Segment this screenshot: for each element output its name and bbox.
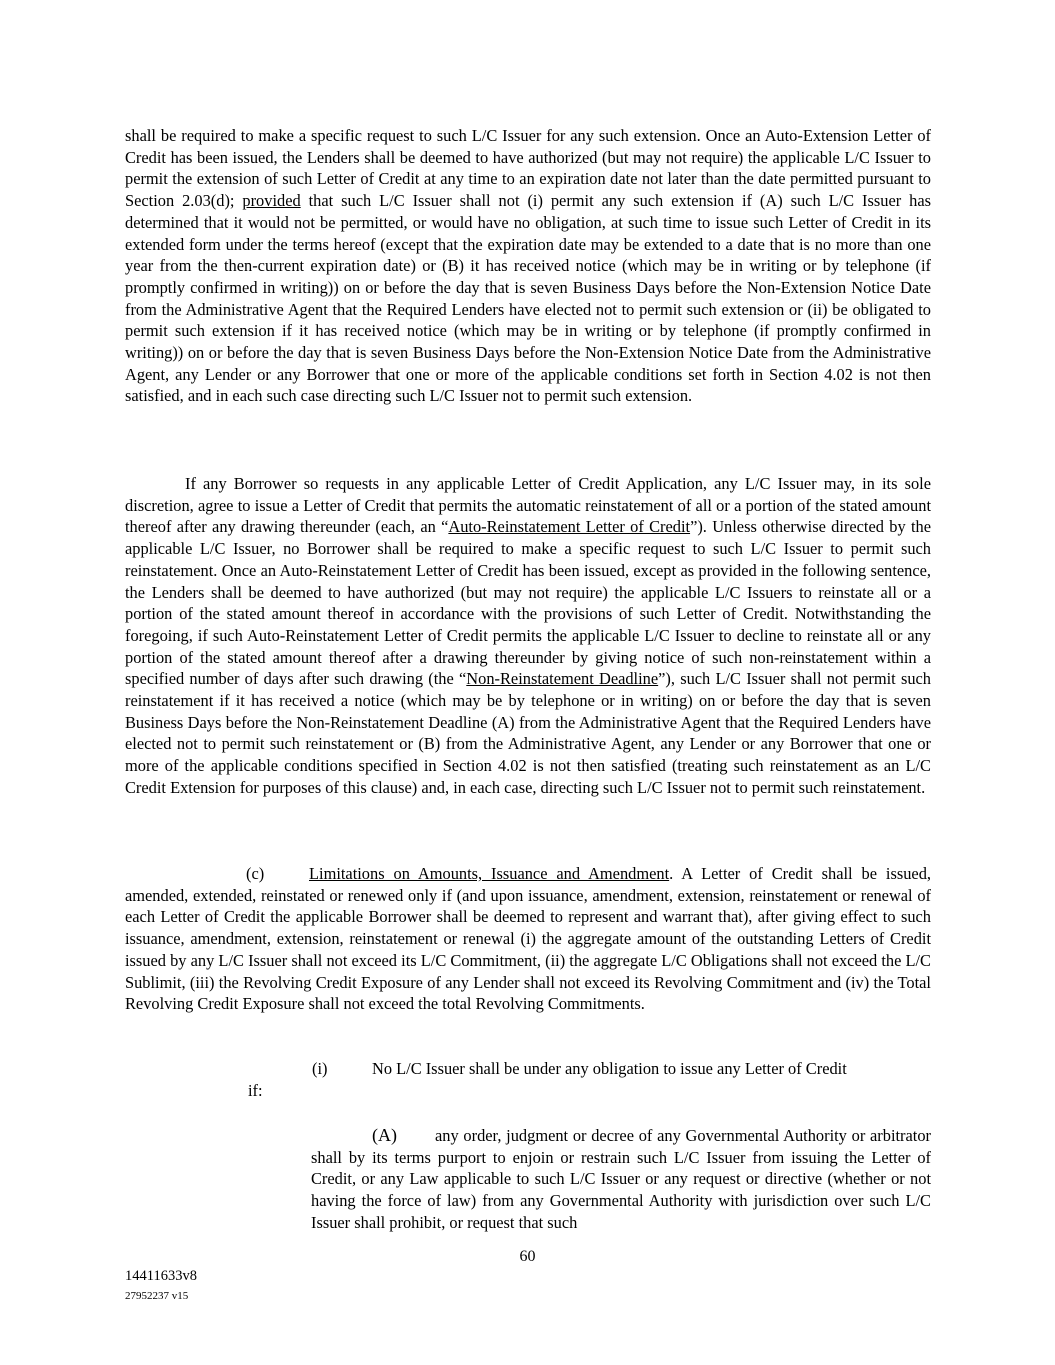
defined-term-auto-reinstatement: Auto-Reinstatement Letter of Credit — [448, 517, 691, 537]
paragraph-text: shall be required to make a specific request to such L/C Issuer for any such extension. Once an Auto-Extension Letter of Credit has been issued, the Lenders shall be deemed to have authorized (but may not require) the applicable L/C Issuer to permit the extension of such Letter of Credit at any time to an expiration date not later than the date permitted pursuant to Section 2.03(d); — [125, 126, 931, 211]
paragraph-text: . A Letter of Credit shall be issued, amended, extended, reinstated or renewed only if (and upon issuance, amendment, extension, reinstatement or renewal of each Letter of Credit the applicable Borrower shall be deemed to represent and warrant that), after giving effect to such issuance, amendment, extension, reinstatement or renewal (i) the aggregate amount of the outstanding Letters of Credit issued by any L/C Issuer shall not exceed its L/C Commitment, (ii) the aggregate L/C Obligations shall not exceed the L/C Sublimit, (iii) the Revolving Credit Exposure of any Lender shall not exceed its Revolving Commitment and (iv) the Total Revolving Credit Exposure shall not exceed the total Revolving Commitments. — [125, 864, 931, 1014]
paragraph-text: that such L/C Issuer shall not (i) permit any such extension if (A) such L/C Issuer has determined that it would not be permitted, or would have no obligation, at such time to issue such Letter of Credit in its extended form under the terms hereof (except that the expiration date may be extended to a date that is no more than one year from the then-current expiration date) or (B) it has received notice (which may be in writing or by telephone (if promptly confirmed in writing)) on or before the day that is seven Business Days before the Non-Extension Notice Date from the Administrative Agent that the Required Lenders have elected not to permit such extension or (ii) be obligated to permit such extension if it has received notice (which may be in writing or by telephone (if promptly confirmed in writing)) on or before the day that is seven Business Days before the Non-Extension Notice Date from the Administrative Agent, any Lender or any Borrower that one or more of the applicable conditions set forth in Section 4.02 is not then satisfied, and in each such case directing such L/C Issuer not to permit such extension. — [125, 191, 931, 406]
document-id-secondary: 27952237 v15 — [125, 1290, 189, 1302]
paragraph-text: ”). Unless otherwise directed by the applicable L/C Issuer, no Borrower shall be required to make a specific request to such L/C Issuer to permit such reinstatement. Once an Auto-Reinstatement Letter of Credit has been issued, except as provided in the following sentence, the Lenders shall be deemed to have authorized (but may not require) the applicable L/C Issuers to reinstate all or a portion of the stated amount thereof in accordance with the provisions of such Letter of Credit. Notwithstanding the foregoing, if such Auto-Reinstatement Letter of Credit permits the applicable L/C Issuer to decline to reinstate all or any portion of the stated amount thereof after a drawing thereunder by giving notice of such non-reinstatement within a specified number of days after such drawing (the “ — [125, 517, 931, 689]
section-heading: Limitations on Amounts, Issuance and Amendment — [309, 864, 670, 883]
clause-text: any order, judgment or decree of any Governmental Authority or arbitrator shall by its terms purport to enjoin or restrain such L/C Issuer from issuing the Letter of Credit, or any Law applicable to such L/C Issuer or any request or directive (whether or not having the force of law) from any Governmental Authority with jurisdiction over such L/C Issuer shall prohibit, or request that such — [311, 1126, 931, 1232]
defined-term-provided: provided — [242, 191, 301, 211]
document-id: 14411633v8 — [125, 1268, 197, 1284]
clause-number: (i) — [312, 1059, 328, 1078]
paragraph-text: If any Borrower so requests in any applicable Letter of Credit Application, any L/C Issuer may, in its sole discretion, agree to issue a Letter of Credit that permits the automatic reinstatement of all or a portion of the stated amount thereof after any drawing thereunder (each, an “ — [125, 474, 931, 537]
paragraph-auto-extension — [125, 125, 931, 407]
paragraph-text: ”), such L/C Issuer shall not permit such reinstatement if it has received a notice (which may be by telephone or in writing) on or before the day that is seven Business Days before the Non-Reinstatement Deadline (A) from the Administrative Agent that the Required Lenders have elected not to permit such reinstatement or (B) from the Administrative Agent, any Lender or any Borrower that one or more of the applicable conditions specified in Section 4.02 is not then satisfied (treating such reinstatement as an L/C Credit Extension for purposes of this clause) and, in each case, directing such L/C Issuer not to permit such reinstatement. — [125, 669, 931, 797]
clause-i-continuation: if: — [248, 1081, 263, 1100]
page-number: 60 — [519, 1248, 536, 1265]
clause-text: No L/C Issuer shall be under any obligation to issue any Letter of Credit — [372, 1059, 847, 1078]
section-c-limitations — [125, 863, 931, 1015]
clause-i — [312, 1058, 931, 1080]
clause-a — [311, 1125, 931, 1234]
section-number: (c) — [246, 864, 265, 883]
clause-number: (A) — [372, 1125, 397, 1145]
paragraph-auto-reinstatement — [125, 473, 931, 799]
defined-term-non-reinstatement-deadline: Non-Reinstatement Deadline — [466, 669, 659, 689]
